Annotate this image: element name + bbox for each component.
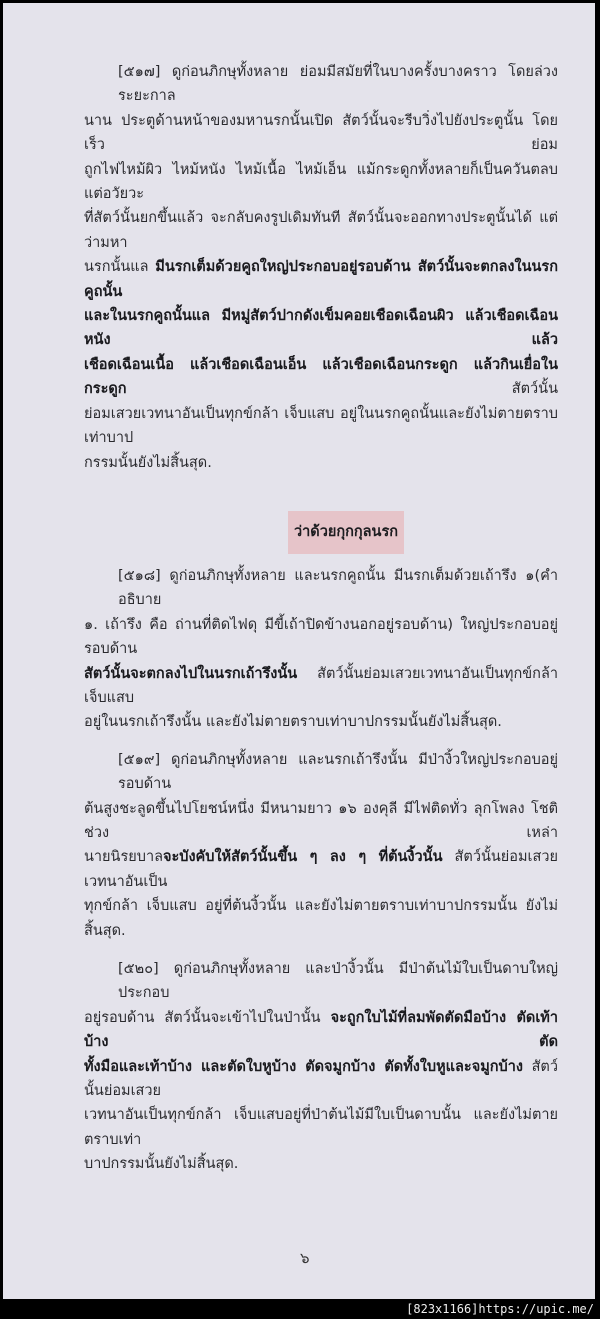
text-line	[84, 1152, 558, 1176]
text: นรกนั้นแล	[84, 259, 156, 276]
paragraph-518	[84, 564, 558, 735]
text-line	[84, 402, 558, 451]
bold-text: ทั้งมือและเท้าบ้าง และตัดใบหูบ้าง ตัดจมูกบ้าง ตัดทั้งใบหูและจมูกบ้าง	[84, 1058, 523, 1075]
document-page	[3, 3, 595, 1299]
text: [๕๑๗] ดูก่อนภิกษุทั้งหลาย ย่อมมีสมัยที่ในบางครั้งบางคราว โดยล่วงระยะกาล	[118, 64, 558, 105]
text: บาปกรรมนั้นยังไม่สิ้นสุด.	[84, 1156, 239, 1173]
text: [๕๒๐] ดูก่อนภิกษุทั้งหลาย และป่างิ้วนั้น มีป่าต้นไม้ใบเป็นดาบใหญ่ประกอบ	[118, 961, 558, 1002]
text: นาน ประตูด้านหน้าของมหานรกนั้นเปิด สัตว์นั้นจะรีบวิ่งไปยังประตูนั้น โดยเร็ว ย่อม	[84, 112, 558, 154]
bold-text: และในนรกคูถนั้นแล มีหมู่สัตว์ปากดังเข็มคอยเชือดเฉือนผิว แล้วเชือดเฉือนหนัง แล้ว	[84, 308, 558, 349]
text-line	[84, 158, 558, 207]
text: อยู่รอบด้าน สัตว์นั้นจะเข้าไปในป่านั้น	[84, 1009, 331, 1026]
text-line	[84, 564, 558, 613]
text-line	[84, 1006, 558, 1055]
text-line	[84, 797, 558, 846]
paragraph-520	[84, 957, 558, 1177]
text-line	[84, 353, 558, 402]
paragraph-519	[84, 748, 558, 943]
section-heading: ว่าด้วยกุกกุลนรก	[294, 523, 399, 540]
bold-text: เชือดเฉือนเนื้อ แล้วเชือดเฉือนเอ็น แล้วเชือดเฉือนกระดูก แล้วกินเยื่อในกระดูก	[84, 356, 558, 398]
text-line	[84, 206, 558, 255]
text-line	[84, 451, 558, 475]
text-line	[84, 748, 558, 797]
text: [๕๑๘] ดูก่อนภิกษุทั้งหลาย และนรกคูถนั้น มีนรกเต็มด้วยเถ้ารึง ๑(คำอธิบาย	[118, 567, 558, 609]
watermark-text: [823x1166]https://upic.me/	[406, 1301, 594, 1316]
bold-text: สัตว์นั้นจะตกลงไปในนรกเถ้ารึงนั้น	[84, 665, 298, 682]
text: ที่สัตว์นั้นยกขึ้นแล้ว จะกลับคงรูปเดิมทันที สัตว์นั้นจะออกทางประตูนั้นได้ แต่ว่ามหา	[84, 210, 558, 251]
page-number: ๖	[300, 1248, 310, 1267]
paragraph-517	[84, 60, 558, 475]
text: สัตว์นั้นย่อมเสวย	[84, 1058, 558, 1100]
text-line	[84, 1055, 558, 1104]
text: สัตว์นั้นย่อมเสวยเวทนาอันเป็น	[84, 849, 558, 890]
text: ต้นสูงชะลูดขึ้นไปโยชน์หนึ่ง มีหนามยาว ๑๖ องคุลี มีไฟติดทั่ว ลุกโพลง โชติช่วง เหล่า	[84, 800, 558, 841]
bold-text: มีนรกเต็มด้วยคูถใหญ่ประกอบอยู่รอบด้าน สัตว์นั้นจะตกลงในนรกคูถนั้น	[84, 259, 558, 300]
text: สัตว์นั้นย่อมเสวยเวทนาอันเป็นทุกข์กล้า เจ็บแสบ	[84, 665, 558, 706]
text: กรรมนั้นยังไม่สิ้นสุด.	[84, 454, 212, 471]
text: ๑. เถ้ารึง คือ ถ่านที่ติดไฟดุ มีขี้เถ้าปิดข้างนอกอยู่รอบด้าน) ใหญ่ประกอบอยู่รอบด้าน	[84, 616, 558, 658]
text: อยู่ในนรกเถ้ารึงนั้น และยังไม่ตายตราบเท่าบาปกรรมนั้นยังไม่สิ้นสุด.	[84, 714, 502, 731]
text-line	[84, 255, 558, 304]
text: [๕๑๙] ดูก่อนภิกษุทั้งหลาย และนรกเถ้ารึงนั้น มีป่างิ้วใหญ่ประกอบอยู่รอบด้าน	[118, 751, 558, 793]
text: ย่อมเสวยเวทนาอันเป็นทุกข์กล้า เจ็บแสบ อยู่ในนรกคูถนั้นและยังไม่ตายตราบเท่าบาป	[84, 405, 558, 447]
text: นายนิรยบาล	[84, 849, 163, 866]
text-line	[84, 109, 558, 158]
bold-text: จะบังคับให้สัตว์นั้นขึ้น ๆ ลง ๆ ที่ต้นงิ้วนั้น	[162, 849, 443, 866]
text-line	[84, 957, 558, 1006]
bold-text: จะถูกใบไม้ที่ลมพัดตัดมือบ้าง ตัดเท้าบ้าง ตัด	[84, 1009, 558, 1051]
text-line	[84, 304, 558, 353]
text: ถูกไฟไหม้ผิว ไหม้หนัง ไหม้เนื้อ ไหม้เอ็น แม้กระดูกทั้งหลายก็เป็นควันตลบ แต่อวัยวะ	[84, 161, 558, 203]
text-line	[84, 845, 558, 894]
text: ทุกข์กล้า เจ็บแสบ อยู่ที่ต้นงิ้วนั้น และยังไม่ตายตราบเท่าบาปกรรมนั้น ยังไม่สิ้นสุด.	[84, 898, 558, 939]
text: เวทนาอันเป็นทุกข์กล้า เจ็บแสบอยู่ที่ป่าต้นไม้มีใบเป็นดาบนั้น และยังไม่ตายตราบเท่า	[84, 1107, 558, 1148]
text-line	[84, 1103, 558, 1152]
text-line	[84, 894, 558, 943]
text-line	[84, 662, 558, 711]
text-line	[84, 60, 558, 109]
text-line	[84, 710, 558, 734]
text: สัตว์นั้น	[126, 381, 558, 398]
section-heading-box	[288, 511, 404, 554]
text-line	[84, 613, 558, 662]
